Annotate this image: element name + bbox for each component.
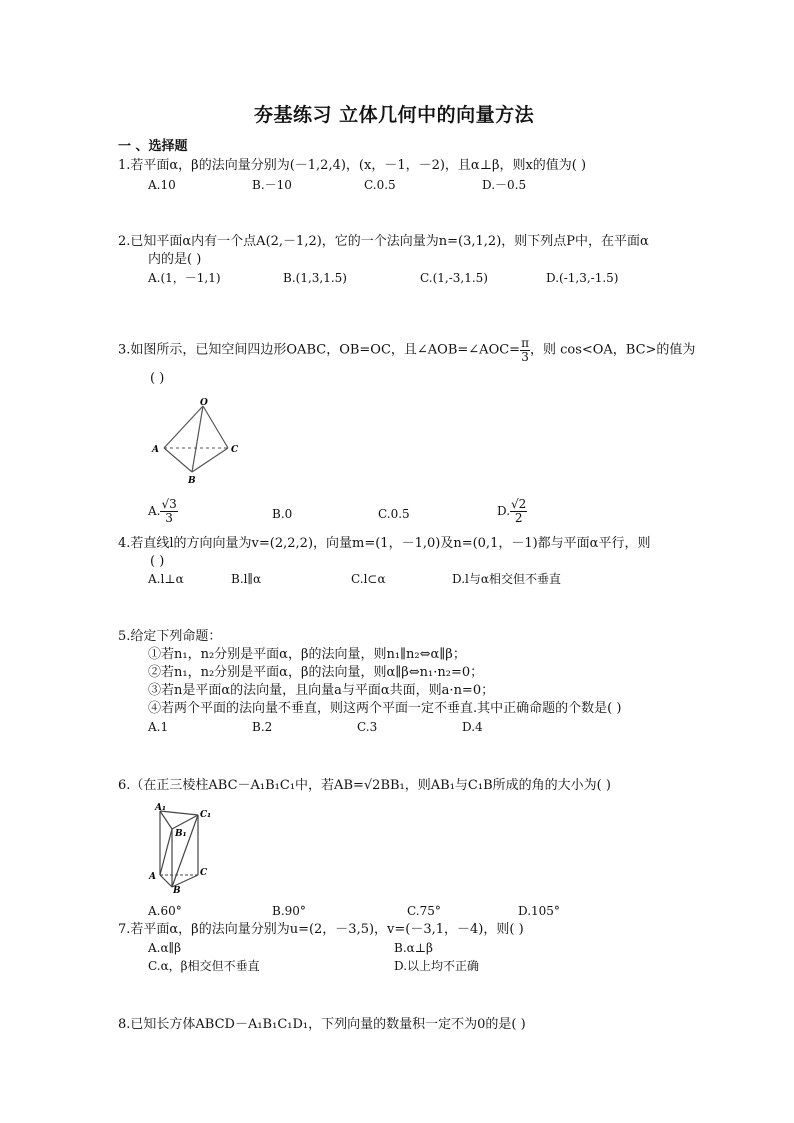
label-C: C xyxy=(231,445,239,455)
label-A1: A₁ xyxy=(155,803,166,813)
question-1-option-d: D.－0.5 xyxy=(482,178,527,192)
label-A: A xyxy=(149,872,156,882)
question-5-item-2: ②若n₁，n₂分别是平面α，β的法向量，则α∥β⇔n₁·n₂=0； xyxy=(148,665,484,680)
question-1-stem: 1.若平面α，β的法向量分别为(－1,2,4)，(x，－1，－2)，且α⊥β，则x的值为( ) xyxy=(118,158,587,173)
label-A: A xyxy=(152,445,159,455)
option-d-denominator: 2 xyxy=(514,510,523,525)
section-heading: 一 、选择题 xyxy=(118,139,188,154)
question-4-option-d: D.l与α相交但不垂直 xyxy=(452,572,561,586)
edge-OC xyxy=(203,406,228,448)
question-3-stem xyxy=(118,337,695,363)
question-2-option-a: A.(1，－1,1) xyxy=(148,271,221,285)
question-5-item-3: ③若n是平面α的法向量，且向量a与平面α共面，则a·n=0； xyxy=(148,683,495,698)
question-6-option-d: D.105° xyxy=(518,904,560,918)
question-7-option-c: C.α，β相交但不垂直 xyxy=(148,959,260,973)
question-4-option-b: B.l∥α xyxy=(231,572,262,586)
triangular-prism-figure xyxy=(146,801,216,893)
question-4-option-a: A.l⊥α xyxy=(148,572,184,586)
fraction-denominator: 3 xyxy=(521,349,529,364)
question-5-option-c: C.3 xyxy=(357,720,378,734)
segment-AB1 xyxy=(160,829,172,875)
question-4-stem: 4.若直线l的方向向量为v=(2,2,2)，向量m=(1，－1,0)及n=(0,1，－1)都与平面α平行，则 xyxy=(118,536,651,551)
option-a-denominator: 3 xyxy=(165,510,173,525)
question-6-option-c: C.75° xyxy=(407,904,441,918)
question-3-stem-line2: ( ) xyxy=(150,371,165,386)
question-1-option-b: B.－10 xyxy=(252,178,292,192)
question-7-option-a: A.α∥β xyxy=(148,941,182,955)
question-1-option-c: C.0.5 xyxy=(364,178,396,192)
question-7-stem: 7.若平面α，β的法向量分别为u=(2，－3,5)，v=(－3,1，－4)，则( ) xyxy=(118,922,524,937)
option-d-prefix: D. xyxy=(497,504,511,519)
question-6-option-a: A.60° xyxy=(148,904,182,918)
label-O: O xyxy=(200,398,208,408)
question-5-item-1: ①若n₁，n₂分别是平面α，β的法向量，则n₁∥n₂⇔α∥β； xyxy=(148,647,466,662)
pi-over-3-fraction xyxy=(520,337,530,363)
question-3-option-c: C.0.5 xyxy=(378,507,410,521)
question-2-stem: 2.已知平面α内有一个点A(2,－1,2)，它的一个法向量为n=(3,1,2)，则下列点P中，在平面α xyxy=(118,234,649,249)
question-4-option-c: C.l⊂α xyxy=(351,572,386,586)
question-5-stem: 5.给定下列命题： xyxy=(118,629,222,644)
option-d-numerator: √2 xyxy=(511,497,527,511)
question-2-option-c: C.(1,-3,1.5) xyxy=(420,271,488,285)
label-B1: B₁ xyxy=(175,829,187,839)
edge-BC xyxy=(192,448,228,472)
fraction-numerator: π xyxy=(521,336,529,350)
question-3-option-a xyxy=(148,498,178,524)
edge-A1B1 xyxy=(160,811,172,829)
label-B: B xyxy=(188,476,196,486)
question-2-stem-line2: 内的是( ) xyxy=(148,252,202,267)
question-8-stem: 8.已知长方体ABCD－A₁B₁C₁D₁，下列向量的数量积一定不为0的是( ) xyxy=(118,1017,526,1032)
question-7-option-b: B.α⊥β xyxy=(394,941,433,955)
question-2-option-b: B.(1,3,1.5) xyxy=(283,271,347,285)
question-5-option-b: B.2 xyxy=(252,720,273,734)
question-3-stem-pre: 3.如图所示，已知空间四边形OABC，OB=OC，且∠AOB=∠AOC= xyxy=(118,342,521,358)
question-1-option-a: A.10 xyxy=(148,178,176,192)
option-a-numerator: √3 xyxy=(161,497,177,511)
question-6-stem: 6.（在正三棱柱ABC－A₁B₁C₁中，若AB=√2BB₁，则AB₁与C₁B所成的角的大小为( ) xyxy=(118,778,611,793)
label-C: C xyxy=(200,868,208,878)
option-d-fraction xyxy=(510,498,527,524)
question-5-item-4: ④若两个平面的法向量不垂直，则这两个平面一定不垂直.其中正确命题的个数是( ) xyxy=(148,701,622,716)
question-3-stem-post: ，则 cos<OA，BC>的值为 xyxy=(529,342,696,358)
question-5-option-d: D.4 xyxy=(462,720,483,734)
document-title: 夯基练习 立体几何中的向量方法 xyxy=(254,104,535,126)
question-3-option-d xyxy=(497,498,527,524)
question-4-stem-line2: ( ) xyxy=(150,554,165,569)
question-7-option-d: D.以上均不正确 xyxy=(394,959,480,973)
question-3-option-b: B.0 xyxy=(272,507,293,521)
edge-AB xyxy=(164,448,192,472)
label-B: B xyxy=(173,886,181,893)
tetrahedron-figure xyxy=(146,396,256,486)
question-5-option-a: A.1 xyxy=(148,720,169,734)
label-C1: C₁ xyxy=(200,810,212,820)
option-a-fraction xyxy=(160,498,177,524)
option-a-prefix: A. xyxy=(148,504,161,519)
edge-AB xyxy=(160,875,172,887)
question-2-option-d: D.(-1,3,-1.5) xyxy=(546,271,619,285)
question-6-option-b: B.90° xyxy=(272,904,306,918)
